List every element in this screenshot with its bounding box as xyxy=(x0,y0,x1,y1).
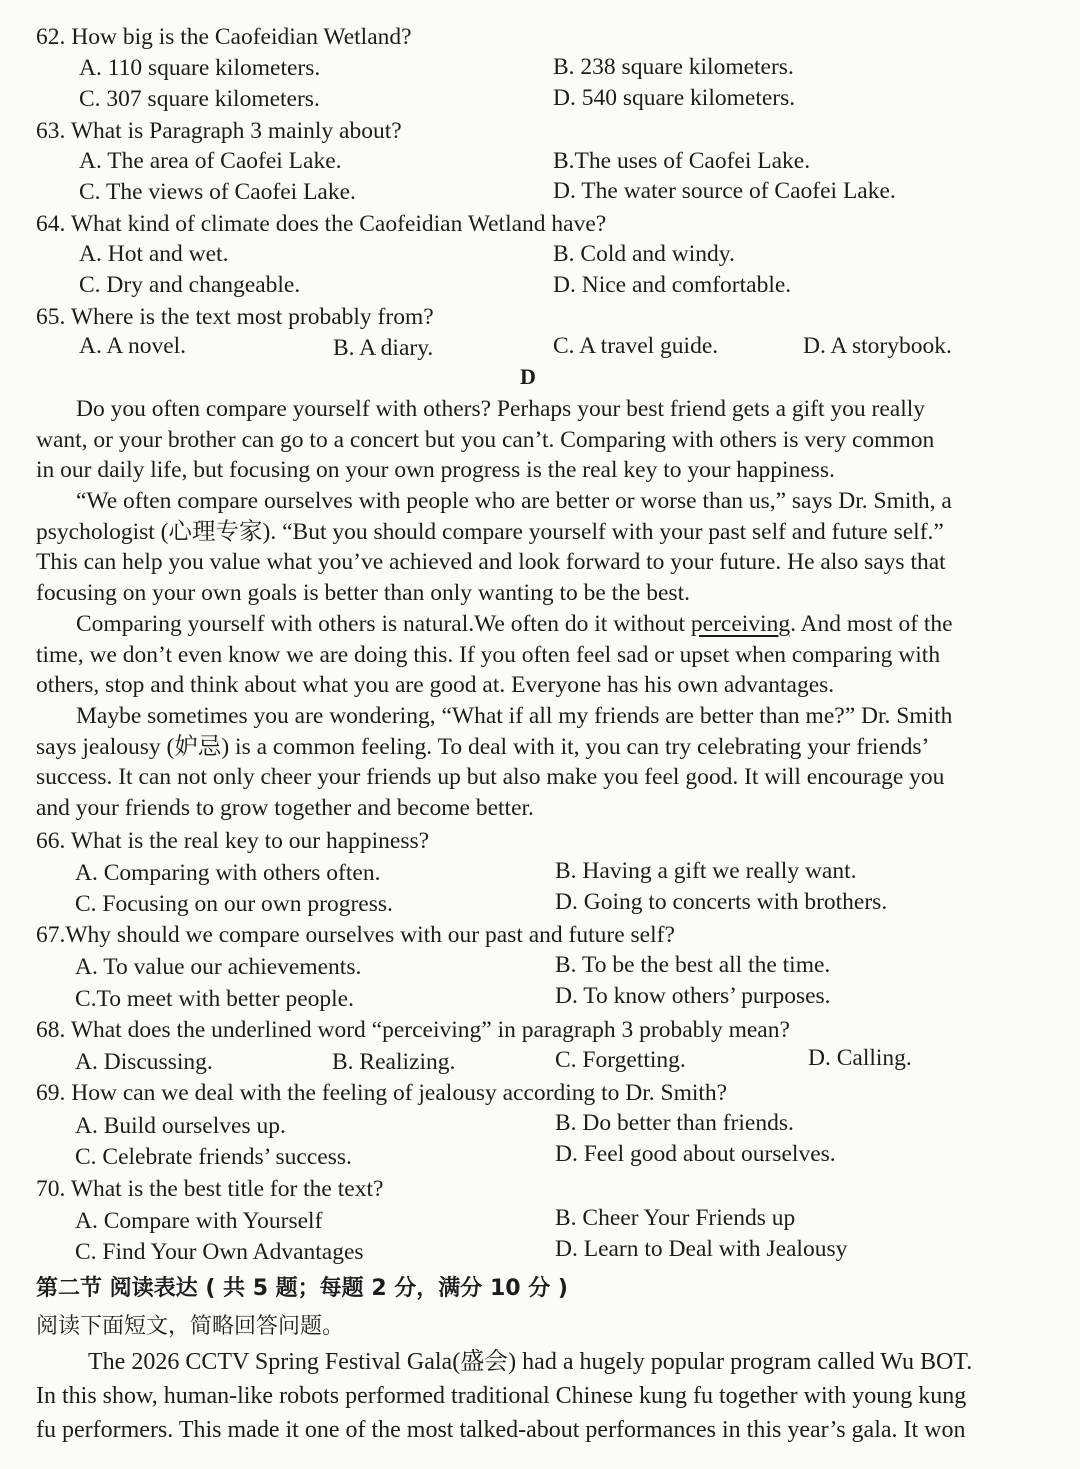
question-65-option-d: D. A storybook. xyxy=(803,333,952,359)
question-65-option-a: A. A novel. xyxy=(79,333,187,359)
question-69-option-b: B. Do better than friends. xyxy=(555,1110,794,1136)
question-63-stem: 63. What is Paragraph 3 mainly about? xyxy=(36,118,402,144)
passage-d-p3-line1-start: Comparing yourself with others is natural.We often do it without xyxy=(76,611,691,637)
question-66-stem: 66. What is the real key to our happiness? xyxy=(36,828,430,854)
question-70-stem: 70. What is the best title for the text? xyxy=(36,1176,384,1202)
question-68-stem: 68. What does the underlined word “perceiving” in paragraph 3 probably mean? xyxy=(36,1017,790,1043)
question-68-option-d: D. Calling. xyxy=(808,1045,912,1071)
passage-d-p3-line3: others, stop and think about what you are good at. Everyone has his own advantages. xyxy=(36,672,835,698)
passage-d-p4-line3: success. It can not only cheer your friends up but also make you feel good. It will encourage you xyxy=(36,764,945,790)
question-62-stem: 62. How big is the Caofeidian Wetland? xyxy=(36,24,412,50)
question-70-option-c: C. Find Your Own Advantages xyxy=(75,1239,364,1265)
question-62-option-d: D. 540 square kilometers. xyxy=(553,85,796,111)
question-64-option-c: C. Dry and changeable. xyxy=(79,272,301,298)
passage-d-p2-line4: focusing on your own goals is better than only wanting to be the best. xyxy=(36,580,690,606)
question-69-option-d: D. Feel good about ourselves. xyxy=(555,1141,836,1167)
question-62-option-b: B. 238 square kilometers. xyxy=(553,54,794,80)
question-63-option-d: D. The water source of Caofei Lake. xyxy=(553,178,896,204)
question-62-option-a: A. 110 square kilometers. xyxy=(79,55,321,81)
question-63-option-c: C. The views of Caofei Lake. xyxy=(79,179,356,205)
question-66-option-d: D. Going to concerts with brothers. xyxy=(555,889,888,915)
passage-d-p4-line4: and your friends to grow together and become better. xyxy=(36,795,534,821)
question-66-option-a: A. Comparing with others often. xyxy=(75,860,381,886)
question-64-option-a: A. Hot and wet. xyxy=(79,241,229,267)
question-63-option-a: A. The area of Caofei Lake. xyxy=(79,148,342,174)
question-70-option-b: B. Cheer Your Friends up xyxy=(555,1205,796,1231)
passage-d-p4-line1: Maybe sometimes you are wondering, “What if all my friends are better than me?” Dr. Smith xyxy=(76,703,953,729)
passage-d-p2-line1: “We often compare ourselves with people who are better or worse than us,” says Dr. Smith, a xyxy=(76,488,952,514)
question-67-option-b: B. To be the best all the time. xyxy=(555,952,831,978)
question-67-option-a: A. To value our achievements. xyxy=(75,954,362,980)
question-68-option-a: A. Discussing. xyxy=(75,1049,213,1075)
passage-d-heading: D xyxy=(520,364,536,389)
question-69-stem: 69. How can we deal with the feeling of jealousy according to Dr. Smith? xyxy=(36,1080,728,1106)
question-66-option-c: C. Focusing on our own progress. xyxy=(75,891,393,917)
question-68-option-c: C. Forgetting. xyxy=(555,1047,686,1073)
question-67-stem: 67.Why should we compare ourselves with our past and future self? xyxy=(36,922,675,948)
question-62-option-c: C. 307 square kilometers. xyxy=(79,86,320,112)
question-63-option-b: B.The uses of Caofei Lake. xyxy=(553,148,811,174)
question-65-option-b: B. A diary. xyxy=(333,335,434,361)
passage-d-p1-line1: Do you often compare yourself with others? Perhaps your best friend gets a gift you really xyxy=(76,396,926,422)
question-64-option-b: B. Cold and windy. xyxy=(553,241,735,267)
question-70-option-a: A. Compare with Yourself xyxy=(75,1208,323,1234)
passage-d-p2-line3: This can help you value what you’ve achieved and look forward to your future. He also says that xyxy=(36,549,946,575)
passage-d-p4-line2: says jealousy (妒忌) is a common feeling. To deal with it, you can try celebrating your friends’ xyxy=(36,734,930,760)
question-68-option-b: B. Realizing. xyxy=(332,1049,456,1075)
part-two-passage-line3: fu performers. This made it one of the most talked-about performances in this year’s gala. It won xyxy=(36,1417,966,1443)
part-two-heading: 第二节 阅读表达 ( 共 5 题；每题 2 分，满分 10 分 ) xyxy=(36,1276,568,1301)
question-67-option-c: C.To meet with better people. xyxy=(75,986,354,1012)
question-67-option-d: D. To know others’ purposes. xyxy=(555,983,831,1009)
question-64-option-d: D. Nice and comfortable. xyxy=(553,272,792,298)
question-65-option-c: C. A travel guide. xyxy=(553,333,719,359)
passage-d-p3-line2: time, we don’t even know we are doing this. If you often feel sad or upset when comparing with xyxy=(36,642,941,668)
part-two-passage-line2: In this show, human-like robots performed traditional Chinese kung fu together with young kung xyxy=(36,1383,967,1409)
part-two-passage-line1: The 2026 CCTV Spring Festival Gala(盛会) had a hugely popular program called Wu BOT. xyxy=(88,1349,973,1375)
passage-d-p3-line1 xyxy=(76,609,953,639)
passage-d-p2-line2: psychologist (心理专家). “But you should compare yourself with your past self and future self.” xyxy=(36,519,944,545)
passage-d-p1-line2: want, or your brother can go to a concert but you can’t. Comparing with others is very common xyxy=(36,427,935,453)
question-66-option-b: B. Having a gift we really want. xyxy=(555,858,857,884)
question-69-option-a: A. Build ourselves up. xyxy=(75,1113,286,1139)
question-70-option-d: D. Learn to Deal with Jealousy xyxy=(555,1236,848,1262)
passage-d-p3-line1-end: . And most of the xyxy=(790,611,953,637)
underlined-word-perceiving: perceiving xyxy=(690,611,791,637)
question-69-option-c: C. Celebrate friends’ success. xyxy=(75,1144,352,1170)
passage-d-p1-line3: in our daily life, but focusing on your own progress is the real key to your happiness. xyxy=(36,457,835,483)
question-65-stem: 65. Where is the text most probably from? xyxy=(36,304,434,330)
question-64-stem: 64. What kind of climate does the Caofeidian Wetland have? xyxy=(36,211,607,237)
part-two-instruction: 阅读下面短文，简略回答问题。 xyxy=(36,1314,345,1339)
